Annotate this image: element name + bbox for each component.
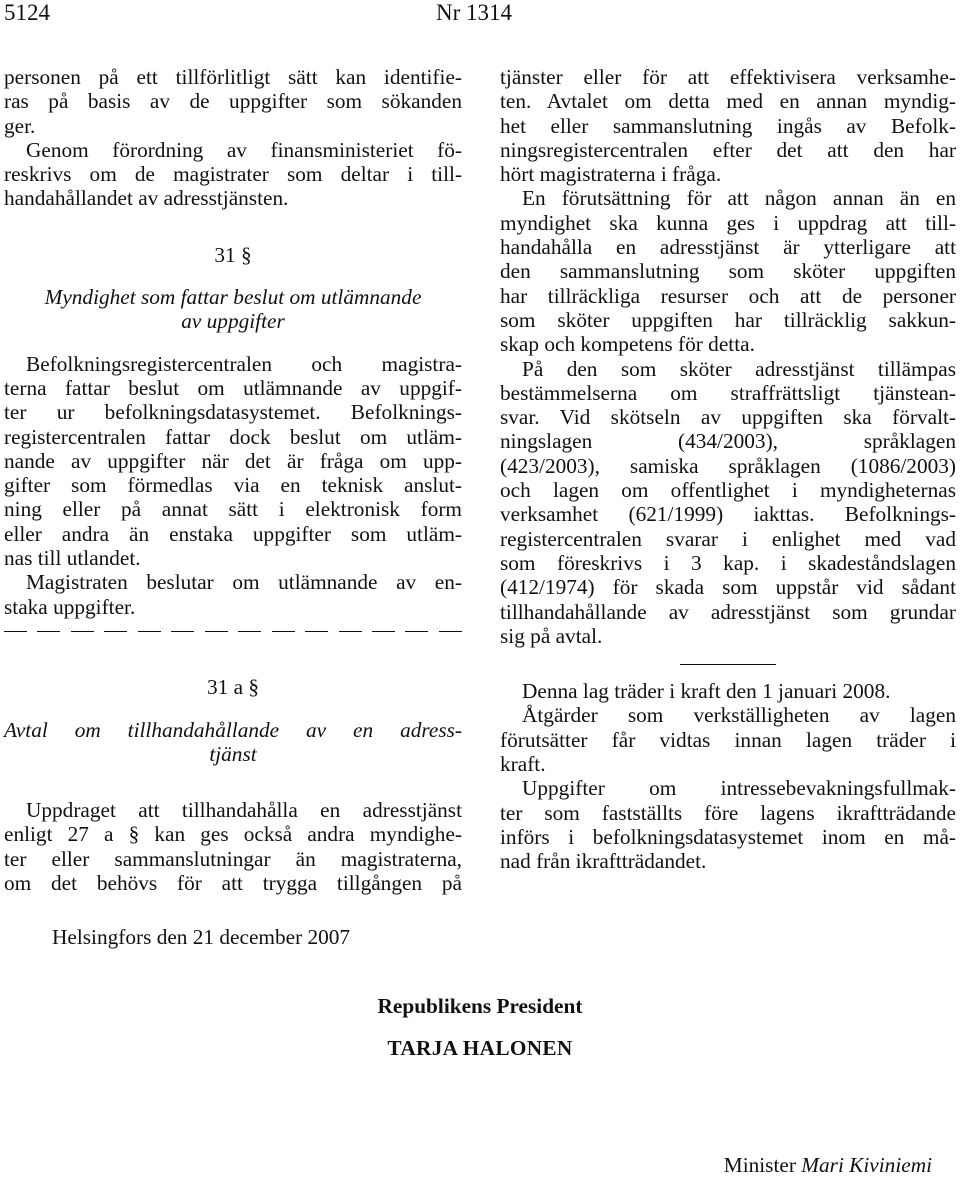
place-and-date: Helsingfors den 21 december 2007 (52, 925, 351, 949)
section-title-31 (4, 285, 462, 334)
text-line: Genom förordning av finansministeriet fö- (26, 137, 462, 162)
text-line: På den som sköter adresstjänst tillämpas (522, 356, 956, 381)
president-name: TARJA HALONEN (387, 1036, 573, 1060)
text-line: Myndighet som fattar beslut om utlämnande (44, 285, 422, 310)
text-line: personen på ett tillförlitligt sätt kan identifie- (4, 65, 462, 89)
text-line: ger. (4, 113, 36, 138)
paragraph-continued (500, 65, 956, 186)
president-title: Republikens President (377, 994, 583, 1018)
text-line: (423/2003), samiska språklagen (1086/2003) (500, 453, 956, 478)
text-line: ter eller sammanslutningar än magistraterna, (4, 846, 462, 871)
text-line: som föreskrivs i 3 kap. i skadeståndslagen (500, 550, 956, 575)
separator-rule (680, 664, 776, 665)
text-line: registercentralen fattar dock beslut om utläm- (4, 424, 462, 449)
text-line: gifter som förmedlas via en teknisk anslut- (4, 473, 462, 498)
text-line: Denna lag träder i kraft den 1 januari 2008. (522, 679, 891, 704)
paragraph (4, 138, 462, 211)
paragraph (4, 352, 462, 571)
left-column (4, 65, 462, 895)
text-line: tjänst (209, 741, 257, 766)
text-line: eller andra än enstaka uppgifter som utläm- (4, 521, 462, 546)
text-line: sig på avtal. (500, 623, 603, 648)
paragraph (500, 357, 956, 649)
text-line: registercentralen svarar i enlighet med vad (500, 526, 956, 551)
text-line: som sköter uppgiften har tillräcklig sakkun- (500, 307, 956, 332)
right-column (500, 65, 956, 874)
text-line: myndighet ska kunna ges i uppdrag att till- (500, 210, 956, 235)
text-line: nande av uppgifter när det är fråga om upp- (4, 448, 462, 473)
issue-number: Nr 1314 (436, 0, 513, 25)
text-line: ter som fastställts före lagens ikraftträdande (500, 800, 956, 825)
page-number: 5124 (4, 0, 50, 25)
text-line: nas till utlandet. (4, 546, 141, 571)
page-header (0, 0, 960, 26)
text-line: reskrivs om de magistrater som deltar i till- (4, 162, 462, 187)
text-line: och lagen om offentlighet i myndigheternas (500, 478, 956, 503)
text-line: staka uppgifter. (4, 594, 136, 619)
text-line: hört magistraterna i fråga. (500, 162, 722, 187)
text-line: om det behövs för att trygga tillgången på (4, 871, 462, 896)
text-line: av uppgifter (181, 309, 285, 334)
text-line: Magistraten beslutar om utlämnande av en- (26, 570, 462, 595)
text-line: nad från ikraftträdandet. (500, 849, 707, 874)
text-line: het eller sammanslutning ingås av Befolk- (500, 113, 956, 138)
paragraph (500, 703, 956, 776)
text-line: svar. Vid skötseln av uppgiften ska förvalt- (500, 405, 956, 430)
omission-dashes (4, 619, 462, 643)
paragraph (500, 186, 956, 356)
minister-signature (724, 1153, 932, 1177)
text-line: handahålla en adresstjänst är ytterligare att (500, 235, 956, 260)
text-line: ten. Avtalet om detta med en annan myndig- (500, 89, 956, 114)
text-line: enligt 27 a § kan ges också andra myndighe- (4, 822, 462, 847)
text-line: Uppgifter om intressebevakningsfullmak- (522, 776, 956, 801)
text-line: tillhandahållande av adresstjänst som grundar (500, 599, 956, 624)
text-line: förutsätter får vidtas innan lagen träder i (500, 727, 956, 752)
text-line: Uppdraget att tillhandahålla en adresstjänst (26, 798, 462, 823)
text-line: verksamhet (621/1999) iakttas. Befolknings- (500, 502, 956, 527)
text-line: den sammanslutning som sköter uppgiften (500, 259, 956, 284)
text-line: terna fattar beslut om utlämnande av uppgif- (4, 375, 462, 400)
text-line: Avtal om tillhandahållande av en adress- (4, 717, 462, 742)
minister-label: Minister (723, 1153, 796, 1177)
paragraph (500, 776, 956, 873)
text-line: Åtgärder som verkställigheten av lagen (522, 703, 956, 728)
text-line: ning eller på annat sätt i elektronisk form (4, 497, 462, 522)
text-line: ter ur befolkningsdatasystemet. Befolknings- (4, 400, 462, 425)
text-line: skap och kompetens för detta. (500, 332, 755, 357)
section-number-31a: 31 a § (206, 675, 260, 700)
paragraph (500, 679, 956, 703)
text-line: ningslagen (434/2003), språklagen (500, 429, 956, 454)
text-line: Befolkningsregistercentralen och magistra- (26, 351, 462, 376)
paragraph (4, 798, 462, 895)
text-line: En förutsättning för att någon annan än en (522, 186, 956, 211)
paragraph (4, 570, 462, 619)
text-line: införs i befolkningsdatasystemet inom en må- (500, 824, 956, 849)
text-line: ningsregistercentralen efter det att den har (500, 137, 956, 162)
text-line: handahållandet av adresstjänsten. (4, 186, 289, 211)
section-number-31: 31 § (214, 242, 252, 267)
section-title-31a (4, 718, 462, 767)
minister-name: Mari Kiviniemi (801, 1153, 932, 1177)
text-line: bestämmelserna om straffrättsligt tjänstean- (500, 380, 956, 405)
text-line: har tillräckliga resurser och att de personer (500, 283, 956, 308)
text-line: (412/1974) för skada som uppstår vid sådant (500, 575, 956, 600)
paragraph-continued (4, 65, 462, 138)
text-line: ras på basis av de uppgifter som sökanden (4, 89, 462, 114)
text-line: kraft. (500, 752, 546, 777)
text-line: tjänster eller för att effektivisera verksamhe- (500, 65, 956, 89)
